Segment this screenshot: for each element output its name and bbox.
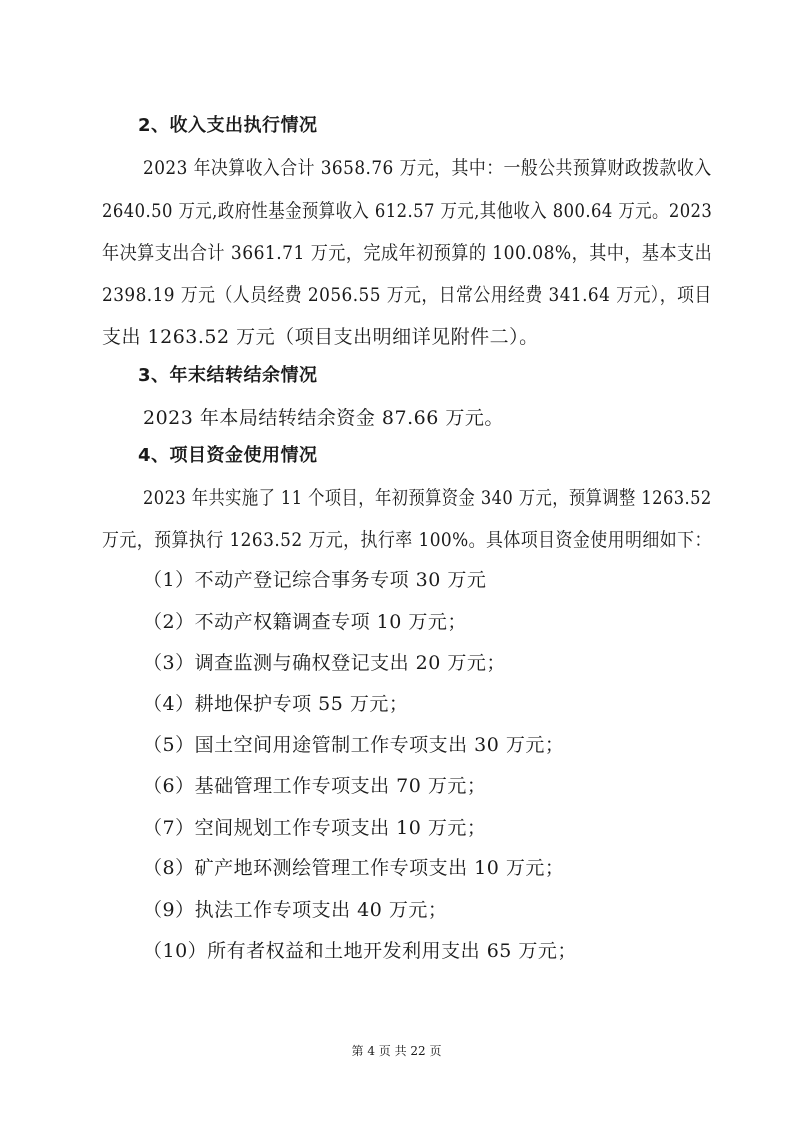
list-item: （7）空间规划工作专项支出 10 万元； — [143, 817, 487, 839]
list-item: （3）调查监测与确权登记支出 20 万元； — [143, 652, 506, 674]
list-item: （1）不动产登记综合事务专项 30 万元 — [143, 569, 487, 591]
list-item: （2）不动产权籍调查专项 10 万元； — [143, 611, 467, 633]
paragraph-line: 2023 年共实施了 11 个项目，年初预算资金 340 万元，预算调整 1263.52 — [143, 487, 712, 509]
paragraph-line: 支出 1263.52 万元（项目支出明细详见附件二）。 — [102, 326, 539, 348]
paragraph-line: 2023 年本局结转结余资金 87.66 万元。 — [143, 407, 504, 429]
list-item: （9）执法工作专项支出 40 万元； — [143, 899, 448, 921]
paragraph-line: 万元，预算执行 1263.52 万元，执行率 100%。具体项目资金使用明细如下： — [102, 529, 712, 551]
list-item: （10）所有者权益和土地开发利用支出 65 万元； — [143, 940, 577, 962]
paragraph-line: 2640.50 万元,政府性基金预算收入 612.57 万元,其他收入 800.64 万元。2023 — [102, 200, 713, 222]
paragraph-line: 2023 年决算收入合计 3658.76 万元，其中：一般公共预算财政拨款收入 — [143, 157, 712, 179]
section-heading-project-funds: 4、项目资金使用情况 — [138, 445, 318, 466]
paragraph-line: 2398.19 万元（人员经费 2056.55 万元，日常公用经费 341.64 万元），项目 — [102, 284, 712, 306]
list-item: （6）基础管理工作专项支出 70 万元； — [143, 775, 487, 797]
paragraph-line: 年决算支出合计 3661.71 万元，完成年初预算的 100.08%，其中，基本支出 — [102, 242, 713, 264]
list-item: （8）矿产地环测绘管理工作专项支出 10 万元； — [143, 857, 565, 879]
section-heading-carryover: 3、年末结转结余情况 — [138, 365, 318, 386]
list-item: （5）国土空间用途管制工作专项支出 30 万元； — [143, 734, 565, 756]
section-heading-income-expense: 2、收入支出执行情况 — [138, 115, 318, 136]
list-item: （4）耕地保护专项 55 万元； — [143, 693, 409, 715]
page-number-footer: 第 4 页 共 22 页 — [351, 1044, 442, 1058]
